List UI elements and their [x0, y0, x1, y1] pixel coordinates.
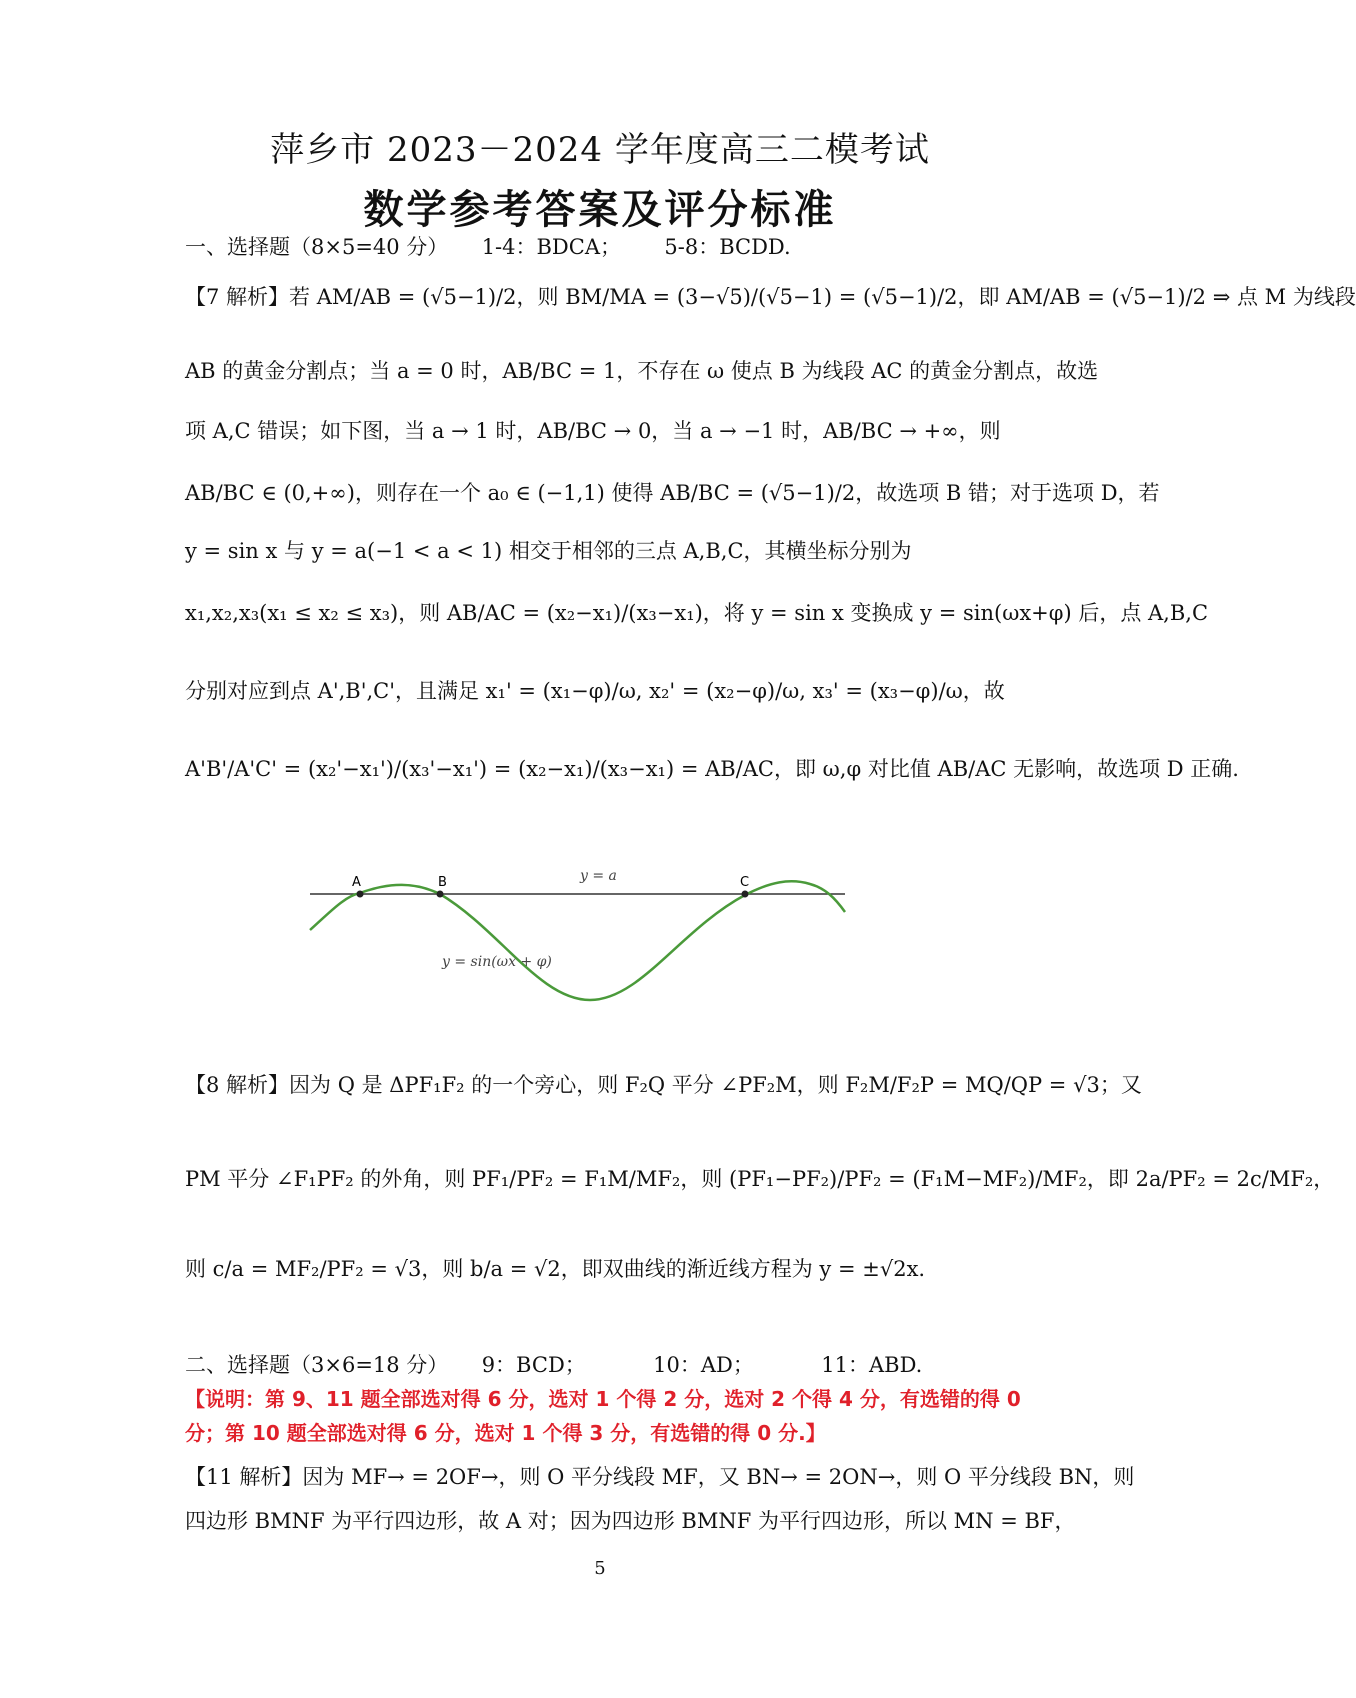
p11-line-2: 四边形 BMNF 为平行四边形，故 A 对；因为四边形 BMNF 为平行四边形，所以 MN = BF，	[185, 1509, 1076, 1533]
p7-line-2: AB 的黄金分割点；当 a = 0 时，AB/BC = 1，不存在 ω 使点 B 为线段 AC 的黄金分割点，故选	[185, 359, 1099, 383]
p7-line-7: 分别对应到点 A',B',C'，且满足 x₁' = (x₁−φ)/ω, x₂' = (x₂−φ)/ω, x₃' = (x₃−φ)/ω，故	[185, 679, 1005, 703]
sine-curve	[310, 881, 845, 1000]
answer-9: 9：BCD；	[481, 1353, 586, 1377]
p11-text-1: 因为 MF→ = 2OF→，则 O 平分线段 MF，又 BN→ = 2ON→，则 O 平分线段 BN，则	[302, 1465, 1135, 1489]
p8-line-1	[185, 1070, 1142, 1100]
section1-answers	[185, 232, 1025, 262]
curve-label: y = sin(ωx + φ)	[442, 954, 552, 970]
document-subtitle: 数学参考答案及评分标准	[363, 186, 837, 233]
p8-line-3: 则 c/a = MF₂/PF₂ = √3，则 b/a = √2，即双曲线的渐近线方程为 y = ±√2x.	[185, 1257, 926, 1281]
p11-line-1	[185, 1462, 1135, 1492]
p11-tag: 【11 解析】	[185, 1465, 303, 1489]
answer-10: 10：AD；	[653, 1353, 754, 1377]
p8-text-1: 因为 Q 是 ΔPF₁F₂ 的一个旁心，则 F₂Q 平分 ∠PF₂M，则 F₂M/F₂P = MQ/QP = √3；又	[289, 1073, 1142, 1097]
exam-title: 萍乡市 2023－2024 学年度高三二模考试	[270, 130, 930, 170]
point-b	[437, 891, 444, 898]
point-a	[357, 891, 364, 898]
point-c	[742, 891, 749, 898]
line-label: y = a	[580, 868, 617, 884]
sine-figure	[300, 860, 900, 1040]
answer-11: 11：ABD.	[821, 1353, 923, 1377]
p7-line-4: AB/BC ∈ (0,+∞)，则存在一个 a₀ ∈ (−1,1) 使得 AB/BC = (√5−1)/2，故选项 B 错；对于选项 D，若	[185, 481, 1160, 505]
p7-line-1	[185, 282, 1356, 312]
p8-line-2: PM 平分 ∠F₁PF₂ 的外角，则 PF₁/PF₂ = F₁M/MF₂，则 (PF₁−PF₂)/PF₂ = (F₁M−MF₂)/MF₂，即 2a/PF₂ = 2c/MF₂，	[185, 1167, 1335, 1191]
scoring-note-2: 分；第 10 题全部选对得 6 分，选对 1 个得 3 分，有选错的得 0 分.】	[185, 1421, 826, 1445]
p8-tag: 【8 解析】	[185, 1073, 290, 1097]
section1-answers-1-4: 1-4：BDCA；	[481, 235, 622, 259]
p7-text-1: 若 AM/AB = (√5−1)/2，则 BM/MA = (3−√5)/(√5−1) = (√5−1)/2，即 AM/AB = (√5−1)/2 ⇒ 点 M 为线段	[289, 285, 1356, 309]
section2-answers	[185, 1350, 1025, 1380]
label-c: C	[740, 875, 750, 890]
p7-line-3: 项 A,C 错误；如下图，当 a → 1 时，AB/BC → 0，当 a → −1 时，AB/BC → +∞，则	[185, 419, 1001, 443]
p7-line-8: A'B'/A'C' = (x₂'−x₁')/(x₃'−x₁') = (x₂−x₁)/(x₃−x₁) = AB/AC，即 ω,φ 对比值 AB/AC 无影响，故选项 D 正确.	[185, 757, 1239, 781]
p7-line-5: y = sin x 与 y = a(−1 < a < 1) 相交于相邻的三点 A,B,C，其横坐标分别为	[185, 539, 912, 563]
label-a: A	[352, 875, 361, 890]
section1-heading: 一、选择题（8×5=40 分）	[185, 235, 449, 259]
section1-answers-5-8: 5-8：BCDD.	[664, 235, 791, 259]
section2-heading: 二、选择题（3×6=18 分）	[185, 1353, 449, 1377]
p7-tag: 【7 解析】	[185, 285, 290, 309]
scoring-note-1: 【说明：第 9、11 题全部选对得 6 分，选对 1 个得 2 分，选对 2 个得 4 分，有选错的得 0	[185, 1387, 1021, 1411]
p7-line-6: x₁,x₂,x₃(x₁ ≤ x₂ ≤ x₃)，则 AB/AC = (x₂−x₁)/(x₃−x₁)，将 y = sin x 变换成 y = sin(ωx+φ) 后，点 A,B,C	[185, 601, 1209, 625]
label-b: B	[438, 875, 447, 890]
page-number: 5	[594, 1558, 606, 1579]
